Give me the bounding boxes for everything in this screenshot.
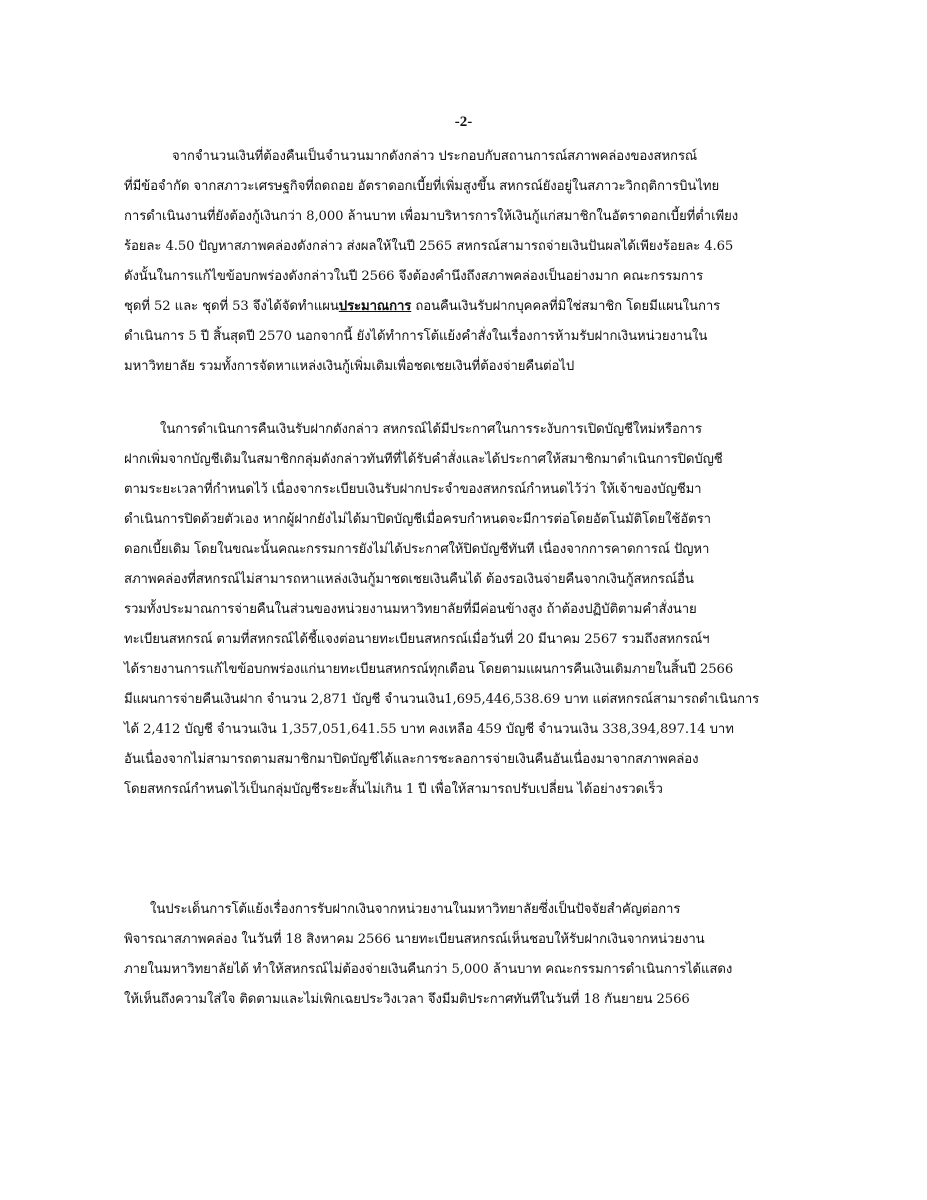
paragraph-line: มหาวิทยาลัย รวมทั้งการจัดหาแหล่งเงินกู้เพิ่มเติมเพื่อชดเชยเงินที่ต้องจ่ายคืนต่อไป [124,359,575,374]
paragraph-1 [124,142,818,382]
line-text-before: ชุดที่ 52 และ ชุดที่ 53 จึงได้จัดทำแผน [124,299,339,314]
paragraph-line: การดำเนินงานที่ยังต้องกู้เงินกว่า 8,000 ล้านบาท เพื่อมาบริหารการให้เงินกู้แก่สมาชิกในอัตราดอกเบี้ยที่ต่ำเพียง [124,209,739,224]
page-number: -2- [454,114,473,130]
paragraph-line: รวมทั้งประมาณการจ่ายคืนในส่วนของหน่วยงานมหาวิทยาลัยที่มีค่อนข้างสูง ถ้าต้องปฏิบัติตามคำสั่งนาย [124,602,697,617]
paragraph-line: ได้ 2,412 บัญชี จำนวนเงิน 1,357,051,641.55 บาท คงเหลือ 459 บัญชี จำนวนเงิน 338,394,897.14 บาท [124,722,734,737]
paragraph-line: ฝากเพิ่มจากบัญชีเดิมในสมาชิกกลุ่มดังกล่าวทันทีที่ได้รับคำสั่งและได้ประกาศให้สมาชิกมาดำเนินการปิดบัญชี [124,452,723,467]
paragraph-line: โดยสหกรณ์กำหนดไว้เป็นกลุ่มบัญชีระยะสั้นไม่เกิน 1 ปี เพื่อให้สามารถปรับเปลี่ยน ได้อย่างรวดเร็ว [124,782,663,797]
paragraph-2 [124,415,818,805]
paragraph-line: ในการดำเนินการคืนเงินรับฝากดังกล่าว สหกรณ์ได้มีประกาศในการระงับการเปิดบัญชีใหม่หรือการ [160,422,702,437]
paragraph-line: ทะเบียนสหกรณ์ ตามที่สหกรณ์ได้ชี้แจงต่อนายทะเบียนสหกรณ์เมื่อวันที่ 20 มีนาคม 2567 รวมถึงสหกรณ์ฯ [124,632,710,647]
paragraph-line: ดอกเบี้ยเดิม โดยในขณะนั้นคณะกรรมการยังไม่ได้ประกาศให้ปิดบัญชีทันที เนื่องจากการคาดการณ์ ปัญหา [124,542,710,557]
paragraph-line: ร้อยละ 4.50 ปัญหาสภาพคล่องดังกล่าว ส่งผลให้ในปี 2565 สหกรณ์สามารถจ่ายเงินปันผลได้เพียงร้อยละ 4.65 [124,239,734,254]
paragraph-line: ภายในมหาวิทยาลัยได้ ทำให้สหกรณ์ไม่ต้องจ่ายเงินคืนกว่า 5,000 ล้านบาท คณะกรรมการดำเนินการได้แสดง [124,962,733,977]
paragraph-line: อันเนื่องจากไม่สามารถตามสมาชิกมาปิดบัญชีได้และการชะลอการจ่ายเงินคืนอันเนื่องมาจากสภาพคล่อง [124,752,699,767]
line-text-after: ถอนคืนเงินรับฝากบุคคลที่มิใช่สมาชิก โดยมีแผนในการ [411,299,721,314]
paragraph-line: ให้เห็นถึงความใส่ใจ ติดตามและไม่เพิกเฉยประวิงเวลา จึงมีมติประกาศทันทีในวันที่ 18 กันยายน 2566 [124,992,690,1007]
paragraph-line: จากจำนวนเงินที่ต้องคืนเป็นจำนวนมากดังกล่าว ประกอบกับสถานการณ์สภาพคล่องของสหกรณ์ [172,149,698,164]
emphasized-term: ประมาณการ [338,299,412,314]
paragraph-line: ได้รายงานการแก้ไขข้อบกพร่องแก่นายทะเบียนสหกรณ์ทุกเดือน โดยตามแผนการคืนเงินเดิมภายในสิ้นปี 2566 [124,662,734,677]
paragraph-3 [124,895,818,1015]
paragraph-line: สภาพคล่องที่สหกรณ์ไม่สามารถหาแหล่งเงินกู้มาชดเชยเงินคืนได้ ต้องรอเงินจ่ายคืนจากเงินกู้สหกรณ์อื่น [124,572,694,587]
paragraph-line: มีแผนการจ่ายคืนเงินฝาก จำนวน 2,871 บัญชี จำนวนเงิน1,695,446,538.69 บาท แต่สหกรณ์สามารถดำเนินการ [124,692,760,707]
paragraph-line: ที่มีข้อจำกัด จากสภาวะเศรษฐกิจที่ถดถอย อัตราดอกเบี้ยที่เพิ่มสูงขึ้น สหกรณ์ยังอยู่ในสภาวะวิกฤติการบินไทย [124,179,720,194]
paragraph-line: ในประเด็นการโต้แย้งเรื่องการรับฝากเงินจากหน่วยงานในมหาวิทยาลัยซึ่งเป็นปัจจัยสำคัญต่อการ [150,902,681,917]
paragraph-line: ดังนั้นในการแก้ไขข้อบกพร่องดังกล่าวในปี 2566 จึงต้องคำนึงถึงสภาพคล่องเป็นอย่างมาก คณะกรรมการ [124,269,704,284]
paragraph-line: ตามระยะเวลาที่กำหนดไว้ เนื่องจากระเบียบเงินรับฝากประจำของสหกรณ์กำหนดไว้ว่า ให้เจ้าของบัญชีมา [124,482,702,497]
paragraph-line: ดำเนินการปิดด้วยตัวเอง หากผู้ฝากยังไม่ได้มาปิดบัญชีเมื่อครบกำหนดจะมีการต่อโดยอัตโนมัติโดยใช้อัตรา [124,512,711,527]
paragraph-line [124,292,818,322]
paragraph-line: พิจารณาสภาพคล่อง ในวันที่ 18 สิงหาคม 2566 นายทะเบียนสหกรณ์เห็นชอบให้รับฝากเงินจากหน่วยงาน [124,932,705,947]
paragraph-line: ดำเนินการ 5 ปี สิ้นสุดปี 2570 นอกจากนี้ ยังได้ทำการโต้แย้งคำสั่งในเรื่องการห้ามรับฝากเงินหน่วยงานใน [124,329,708,344]
